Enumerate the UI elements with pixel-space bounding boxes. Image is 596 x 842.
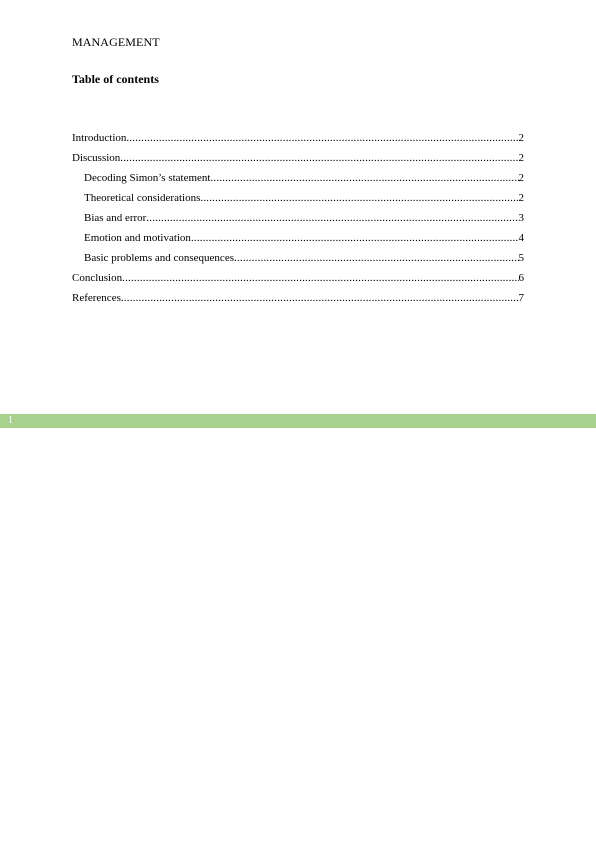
toc-dot-leader bbox=[120, 151, 518, 165]
toc-entry-discussion[interactable] bbox=[72, 151, 524, 171]
toc-entry-basic-problems-and-consequences[interactable] bbox=[72, 251, 524, 271]
toc-entry-page: 3 bbox=[518, 212, 524, 224]
toc-entry-page: 7 bbox=[518, 292, 524, 304]
toc-entry-page: 6 bbox=[518, 272, 524, 284]
footer-page-number: 1 bbox=[8, 415, 13, 426]
toc-dot-leader bbox=[122, 271, 518, 285]
toc-entry-bias-and-error[interactable] bbox=[72, 211, 524, 231]
footer-band bbox=[0, 414, 596, 428]
toc-entry-page: 2 bbox=[518, 132, 524, 144]
toc-dot-leader bbox=[126, 131, 518, 145]
toc-entry-decoding-simons-statement[interactable] bbox=[72, 171, 524, 191]
toc-dot-leader bbox=[191, 231, 519, 245]
toc-dot-leader bbox=[234, 251, 519, 265]
toc-entry-title: Discussion bbox=[72, 152, 121, 164]
toc-entry-conclusion[interactable] bbox=[72, 271, 524, 291]
toc-heading: Table of contents bbox=[72, 72, 159, 86]
running-header: MANAGEMENT bbox=[72, 35, 160, 49]
toc-dot-leader bbox=[210, 171, 518, 185]
toc-entry-page: 2 bbox=[518, 172, 524, 184]
toc-entry-theoretical-considerations[interactable] bbox=[72, 191, 524, 211]
toc-entry-page: 2 bbox=[518, 192, 524, 204]
toc-entry-title: Emotion and motivation bbox=[84, 232, 191, 244]
toc-entry-page: 2 bbox=[518, 152, 524, 164]
toc-entry-title: References bbox=[72, 292, 121, 304]
toc-entry-introduction[interactable] bbox=[72, 131, 524, 151]
toc-entry-references[interactable] bbox=[72, 291, 524, 311]
toc-entry-title: Theoretical considerations bbox=[84, 192, 201, 204]
table-of-contents bbox=[72, 131, 524, 311]
toc-entry-emotion-and-motivation[interactable] bbox=[72, 231, 524, 251]
toc-entry-title: Basic problems and consequences bbox=[84, 252, 234, 264]
toc-entry-title: Decoding Simon’s statement bbox=[84, 172, 211, 184]
toc-entry-title: Introduction bbox=[72, 132, 127, 144]
toc-entry-title: Bias and error bbox=[84, 212, 147, 224]
toc-entry-page: 4 bbox=[518, 232, 524, 244]
toc-dot-leader bbox=[121, 291, 519, 305]
toc-dot-leader bbox=[146, 211, 518, 225]
toc-dot-leader bbox=[200, 191, 518, 205]
toc-entry-title: Conclusion bbox=[72, 272, 123, 284]
toc-entry-page: 5 bbox=[518, 252, 524, 264]
